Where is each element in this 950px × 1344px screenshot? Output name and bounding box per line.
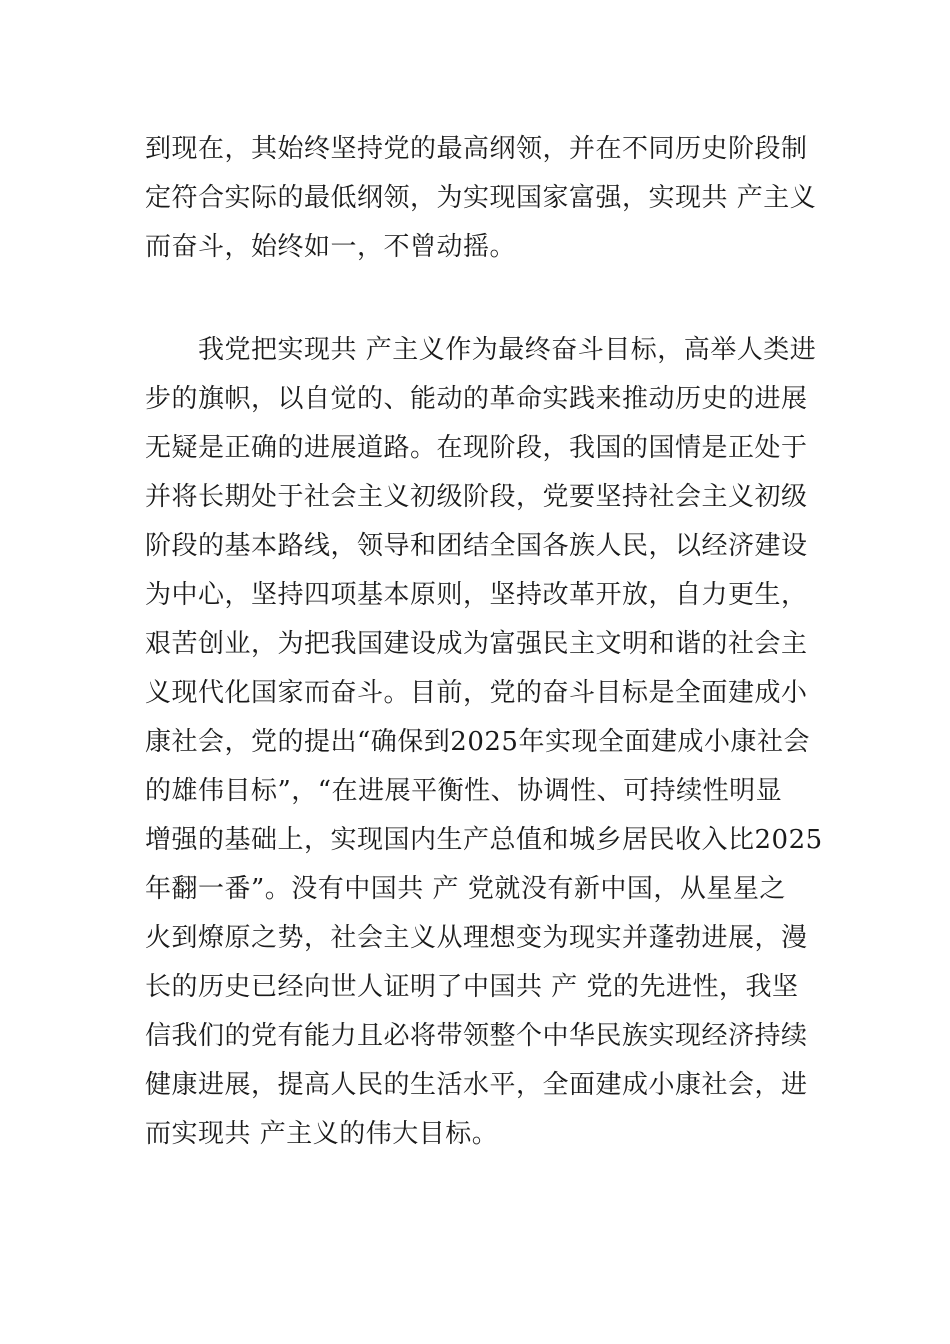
text-line: 年翻一番”。没有中国共 产 党就没有新中国，从星星之 [145,874,786,904]
text-line: 定符合实际的最低纲领，为实现国家富强，实现共 产主义 [145,183,817,213]
text-line: 义现代化国家而奋斗。目前，党的奋斗目标是全面建成小 [145,678,808,708]
text-line: 为中心，坚持四项基本原则，坚持改革开放，自力更生， [145,580,808,610]
text-line: 到现在，其始终坚持党的最高纲领，并在不同历史阶段制 [145,134,808,164]
text-line: 信我们的党有能力且必将带领整个中华民族实现经济持续 [145,1021,808,1051]
text-line: 增强的基础上，实现国内生产总值和城乡居民收入比2025 [145,825,823,855]
paragraph-2 [145,326,823,1159]
text-line: 的雄伟目标”，“在进展平衡性、协调性、可持续性明显 [145,776,783,806]
text-line: 步的旗帜，以自觉的、能动的革命实践来推动历史的进展 [145,384,808,414]
text-line: 而奋斗，始终如一，不曾动摇。 [145,232,517,262]
text-line: 火到燎原之势，社会主义从理想变为现实并蓬勃进展，漫 [145,923,808,953]
text-line: 长的历史已经向世人证明了中国共 产 党的先进性，我坚 [145,972,799,1002]
text-line: 而实现共 产主义的伟大目标。 [145,1119,499,1149]
text-line: 并将长期处于社会主义初级阶段，党要坚持社会主义初级 [145,482,808,512]
paragraph-1 [145,125,817,272]
text-line: 无疑是正确的进展道路。在现阶段，我国的国情是正处于 [145,433,808,463]
text-line: 我党把实现共 产主义作为最终奋斗目标，高举人类进 [145,335,817,365]
text-line: 阶段的基本路线，领导和团结全国各族人民，以经济建设 [145,531,808,561]
text-line: 健康进展，提高人民的生活水平，全面建成小康社会，进 [145,1070,808,1100]
text-line: 艰苦创业，为把我国建设成为富强民主文明和谐的社会主 [145,629,808,659]
text-line: 康社会，党的提出“确保到2025年实现全面建成小康社会 [145,727,810,757]
